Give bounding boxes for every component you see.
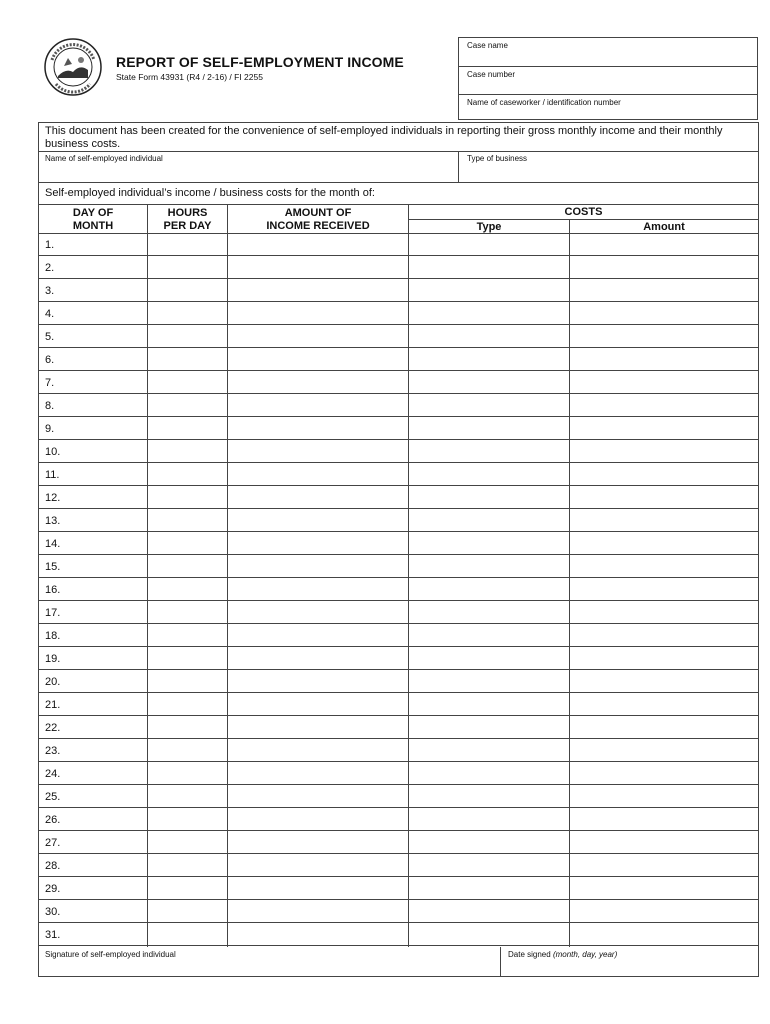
income-cell[interactable]	[228, 555, 408, 577]
table-row	[39, 256, 758, 279]
table-row	[39, 233, 758, 256]
table-row	[39, 463, 758, 486]
income-cell[interactable]	[228, 371, 408, 393]
cost-amount-cell[interactable]	[570, 923, 758, 945]
cost-type-cell[interactable]	[409, 831, 569, 853]
col-costs-header: COSTS	[564, 206, 603, 218]
income-cell[interactable]	[228, 578, 408, 600]
cost-type-cell[interactable]	[409, 509, 569, 531]
cost-amount-cell[interactable]	[570, 624, 758, 646]
table-row	[39, 532, 758, 555]
case-info-box	[458, 37, 758, 120]
table-row	[39, 624, 758, 647]
income-cell[interactable]	[228, 900, 408, 922]
table-row	[39, 923, 758, 946]
cost-amount-cell[interactable]	[570, 532, 758, 554]
cost-type-cell[interactable]	[409, 762, 569, 784]
intro-text: This document has been created for the convenience of self-employed individuals in reporting their gross monthly income and their monthly business costs.	[45, 125, 723, 150]
cost-amount-cell[interactable]	[570, 256, 758, 278]
cost-type-cell[interactable]	[409, 463, 569, 485]
income-cell[interactable]	[228, 325, 408, 347]
hours-cell[interactable]	[148, 601, 227, 623]
row-day-number: 27.	[45, 837, 61, 849]
cost-amount-cell[interactable]	[570, 325, 758, 347]
date-signed-text: Date signed	[508, 950, 551, 959]
cost-type-cell[interactable]	[409, 808, 569, 830]
date-signed-hint: (month, day, year)	[552, 950, 618, 959]
table-row	[39, 348, 758, 371]
row-day-number: 9.	[45, 423, 55, 435]
cost-amount-cell[interactable]	[570, 762, 758, 784]
income-cell[interactable]	[228, 854, 408, 876]
cost-type-cell[interactable]	[409, 371, 569, 393]
cost-amount-cell[interactable]	[570, 463, 758, 485]
cost-amount-cell[interactable]	[570, 693, 758, 715]
form-title: REPORT OF SELF-EMPLOYMENT INCOME	[116, 54, 404, 70]
income-cell[interactable]	[228, 624, 408, 646]
row-day-number: 8.	[45, 400, 55, 412]
cost-type-cell[interactable]	[409, 670, 569, 692]
hours-cell[interactable]	[148, 808, 227, 830]
row-day-number: 11.	[45, 469, 60, 481]
cost-amount-cell[interactable]	[570, 509, 758, 531]
cost-type-cell[interactable]	[409, 440, 569, 462]
row-day-number: 28.	[45, 860, 61, 872]
income-cell[interactable]	[228, 808, 408, 830]
cost-type-cell[interactable]	[409, 900, 569, 922]
hours-cell[interactable]	[148, 923, 227, 945]
table-row	[39, 302, 758, 325]
cost-amount-cell[interactable]	[570, 716, 758, 738]
month-field[interactable]	[399, 183, 758, 204]
cost-type-cell[interactable]	[409, 233, 569, 255]
caseworker-field[interactable]	[459, 95, 757, 121]
main-form	[38, 122, 759, 977]
table-row	[39, 670, 758, 693]
income-cell[interactable]	[228, 670, 408, 692]
cost-type-cell[interactable]	[409, 601, 569, 623]
row-day-number: 31.	[45, 929, 61, 941]
row-day-number: 23.	[45, 745, 61, 757]
hours-cell[interactable]	[148, 371, 227, 393]
income-cell[interactable]	[228, 762, 408, 784]
table-row	[39, 601, 758, 624]
cost-type-cell[interactable]	[409, 877, 569, 899]
row-day-number: 7.	[45, 377, 55, 389]
state-seal-icon	[44, 38, 102, 96]
table-row	[39, 716, 758, 739]
cost-type-cell[interactable]	[409, 647, 569, 669]
table-row	[39, 877, 758, 900]
business-type-label: Type of business	[467, 154, 528, 163]
individual-name-field[interactable]	[39, 152, 458, 182]
hours-cell[interactable]	[148, 831, 227, 853]
hours-cell[interactable]	[148, 716, 227, 738]
form-number: State Form 43931 (R4 / 2-16) / FI 2255	[116, 72, 263, 82]
row-day-number: 20.	[45, 676, 61, 688]
cost-type-cell[interactable]	[409, 739, 569, 761]
row-day-number: 19.	[45, 653, 61, 665]
income-cell[interactable]	[228, 302, 408, 324]
row-day-number: 18.	[45, 630, 61, 642]
case-name-field[interactable]	[459, 38, 757, 67]
row-day-number: 25.	[45, 791, 61, 803]
cost-type-cell[interactable]	[409, 486, 569, 508]
cost-amount-cell[interactable]	[570, 486, 758, 508]
cost-type-cell[interactable]	[409, 578, 569, 600]
hours-cell[interactable]	[148, 854, 227, 876]
cost-amount-cell[interactable]	[570, 647, 758, 669]
table-row	[39, 578, 758, 601]
row-day-number: 4.	[45, 308, 55, 320]
cost-amount-cell[interactable]	[570, 348, 758, 370]
cost-amount-cell[interactable]	[570, 555, 758, 577]
cost-amount-cell[interactable]	[570, 279, 758, 301]
table-row	[39, 762, 758, 785]
cost-amount-cell[interactable]	[570, 831, 758, 853]
caseworker-label: Name of caseworker / identification number	[467, 98, 621, 107]
cost-type-cell[interactable]	[409, 532, 569, 554]
cost-type-cell[interactable]	[409, 624, 569, 646]
hours-cell[interactable]	[148, 233, 227, 255]
income-cell[interactable]	[228, 601, 408, 623]
table-row	[39, 555, 758, 578]
hours-cell[interactable]	[148, 578, 227, 600]
income-cell[interactable]	[228, 440, 408, 462]
cost-amount-cell[interactable]	[570, 440, 758, 462]
income-cell[interactable]	[228, 417, 408, 439]
income-cell[interactable]	[228, 693, 408, 715]
col-amount-header: Amount	[643, 221, 685, 233]
hours-cell[interactable]	[148, 785, 227, 807]
hours-cell[interactable]	[148, 302, 227, 324]
hours-cell[interactable]	[148, 647, 227, 669]
hours-cell[interactable]	[148, 877, 227, 899]
table-row	[39, 647, 758, 670]
business-type-field[interactable]	[459, 152, 758, 182]
row-day-number: 12.	[45, 492, 61, 504]
col-day-line1: DAY OF	[72, 207, 114, 219]
hours-cell[interactable]	[148, 325, 227, 347]
cost-amount-cell[interactable]	[570, 739, 758, 761]
col-hours-line2: PER DAY	[163, 220, 212, 232]
col-income-line2: INCOME RECEIVED	[266, 220, 370, 232]
cost-type-cell[interactable]	[409, 785, 569, 807]
table-row	[39, 325, 758, 348]
col-type-header: Type	[476, 221, 502, 233]
table-row	[39, 486, 758, 509]
row-day-number: 5.	[45, 331, 55, 343]
hours-cell[interactable]	[148, 900, 227, 922]
income-cell[interactable]	[228, 463, 408, 485]
income-cell[interactable]	[228, 739, 408, 761]
hours-cell[interactable]	[148, 532, 227, 554]
income-cell[interactable]	[228, 394, 408, 416]
table-row	[39, 394, 758, 417]
cost-amount-cell[interactable]	[570, 785, 758, 807]
table-row	[39, 785, 758, 808]
row-day-number: 3.	[45, 285, 55, 297]
case-name-label: Case name	[467, 41, 508, 50]
col-income-header	[228, 207, 408, 233]
row-day-number: 17.	[45, 607, 61, 619]
case-number-field[interactable]	[459, 67, 757, 95]
hours-cell[interactable]	[148, 762, 227, 784]
row-day-number: 21.	[45, 699, 61, 711]
cost-amount-cell[interactable]	[570, 900, 758, 922]
income-cell[interactable]	[228, 532, 408, 554]
cost-amount-cell[interactable]	[570, 302, 758, 324]
row-day-number: 29.	[45, 883, 61, 895]
table-row	[39, 693, 758, 716]
row-day-number: 1.	[45, 239, 55, 251]
hours-cell[interactable]	[148, 256, 227, 278]
row-day-number: 16.	[45, 584, 61, 596]
table-row	[39, 371, 758, 394]
individual-name-label: Name of self-employed individual	[45, 154, 163, 163]
cost-amount-cell[interactable]	[570, 233, 758, 255]
income-cell[interactable]	[228, 509, 408, 531]
col-income-line1: AMOUNT OF	[284, 207, 352, 219]
table-row	[39, 808, 758, 831]
income-cell[interactable]	[228, 233, 408, 255]
col-hours-line1: HOURS	[167, 207, 208, 219]
table-row	[39, 900, 758, 923]
cost-type-cell[interactable]	[409, 693, 569, 715]
hours-cell[interactable]	[148, 509, 227, 531]
income-cell[interactable]	[228, 348, 408, 370]
row-day-number: 14.	[45, 538, 61, 550]
table-row	[39, 509, 758, 532]
income-cell[interactable]	[228, 256, 408, 278]
cost-type-cell[interactable]	[409, 348, 569, 370]
cost-amount-cell[interactable]	[570, 394, 758, 416]
cost-type-cell[interactable]	[409, 854, 569, 876]
income-cell[interactable]	[228, 279, 408, 301]
cost-type-cell[interactable]	[409, 256, 569, 278]
case-number-label: Case number	[467, 70, 516, 79]
hours-cell[interactable]	[148, 739, 227, 761]
table-row	[39, 440, 758, 463]
hours-cell[interactable]	[148, 693, 227, 715]
signature-label: Signature of self-employed individual	[45, 950, 176, 959]
cost-type-cell[interactable]	[409, 716, 569, 738]
month-label: Self-employed individual’s income / business costs for the month of:	[45, 187, 375, 199]
table-row	[39, 279, 758, 302]
cost-amount-cell[interactable]	[570, 371, 758, 393]
row-day-number: 26.	[45, 814, 61, 826]
cost-amount-cell[interactable]	[570, 877, 758, 899]
row-day-number: 30.	[45, 906, 61, 918]
hours-cell[interactable]	[148, 555, 227, 577]
income-cell[interactable]	[228, 831, 408, 853]
cost-type-cell[interactable]	[409, 417, 569, 439]
table-row	[39, 854, 758, 877]
row-day-number: 15.	[45, 561, 61, 573]
income-cell[interactable]	[228, 486, 408, 508]
hours-cell[interactable]	[148, 463, 227, 485]
table-row	[39, 739, 758, 762]
row-day-number: 2.	[45, 262, 55, 274]
col-day-header	[39, 207, 147, 233]
cost-type-cell[interactable]	[409, 302, 569, 324]
cost-amount-cell[interactable]	[570, 417, 758, 439]
cost-amount-cell[interactable]	[570, 578, 758, 600]
hours-cell[interactable]	[148, 348, 227, 370]
income-cell[interactable]	[228, 716, 408, 738]
cost-type-cell[interactable]	[409, 279, 569, 301]
row-day-number: 24.	[45, 768, 61, 780]
col-hours-header	[148, 207, 227, 233]
cost-type-cell[interactable]	[409, 325, 569, 347]
row-day-number: 22.	[45, 722, 61, 734]
cost-type-cell[interactable]	[409, 555, 569, 577]
cost-type-cell[interactable]	[409, 394, 569, 416]
hours-cell[interactable]	[148, 440, 227, 462]
hours-cell[interactable]	[148, 394, 227, 416]
table-row	[39, 831, 758, 854]
hours-cell[interactable]	[148, 670, 227, 692]
hours-cell[interactable]	[148, 279, 227, 301]
row-day-number: 10.	[45, 446, 61, 458]
row-day-number: 6.	[45, 354, 55, 366]
cost-amount-cell[interactable]	[570, 808, 758, 830]
hours-cell[interactable]	[148, 486, 227, 508]
row-day-number: 13.	[45, 515, 61, 527]
table-row	[39, 417, 758, 440]
cost-amount-cell[interactable]	[570, 601, 758, 623]
income-cell[interactable]	[228, 877, 408, 899]
income-cell[interactable]	[228, 647, 408, 669]
cost-amount-cell[interactable]	[570, 854, 758, 876]
col-day-line2: MONTH	[72, 220, 114, 232]
hours-cell[interactable]	[148, 417, 227, 439]
cost-amount-cell[interactable]	[570, 670, 758, 692]
income-cell[interactable]	[228, 923, 408, 945]
income-cell[interactable]	[228, 785, 408, 807]
hours-cell[interactable]	[148, 624, 227, 646]
date-signed-field[interactable]	[501, 948, 758, 977]
signature-field[interactable]	[39, 948, 500, 977]
cost-type-cell[interactable]	[409, 923, 569, 945]
